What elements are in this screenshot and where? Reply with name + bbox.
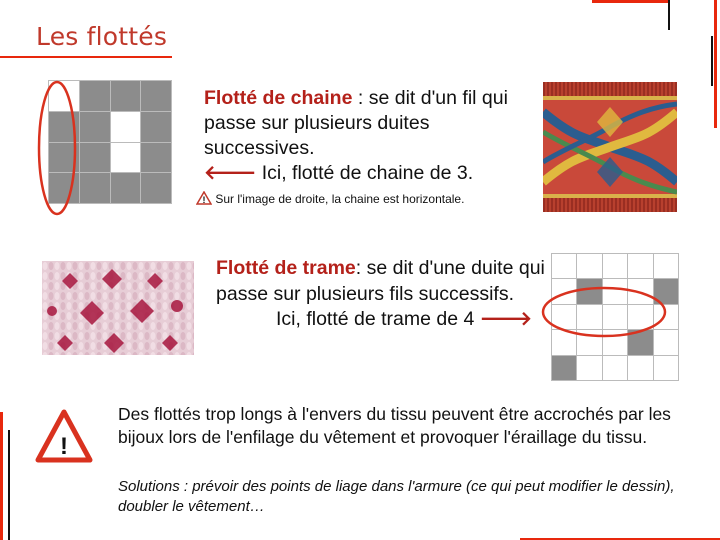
grid-cell — [111, 112, 141, 142]
weft-float-heading: Flotté de trame — [216, 257, 356, 279]
grid-cell — [577, 356, 601, 380]
grid-cell — [603, 356, 627, 380]
top-divider — [0, 56, 172, 58]
bottom-left-accent — [0, 412, 3, 540]
warp-float-heading: Flotté de chaine — [204, 87, 353, 109]
grid-cell — [628, 254, 652, 278]
warp-float-text: : se dit d'un fil qui passe sur plusieurs duites successives. — [204, 87, 508, 159]
weft-float-text: : se dit d'une duite qui passe sur plusieurs fils successifs. — [216, 257, 545, 305]
grid-cell — [654, 254, 678, 278]
grid-cell — [111, 143, 141, 173]
warp-float-example: Ici, flotté de chaine de 3. — [261, 162, 474, 184]
grid-cell — [141, 143, 171, 173]
grid-cell — [80, 143, 110, 173]
grid-cell — [552, 356, 576, 380]
grid-cell — [141, 173, 171, 203]
warning-small-icon — [196, 191, 212, 205]
grid-cell — [141, 112, 171, 142]
warning-icon-symbol: ! — [60, 433, 68, 460]
woven-band-image — [543, 82, 677, 212]
weft-float-highlight-ellipse — [540, 282, 670, 342]
warning-text: Des flottés trop longs à l'envers du tissu peuvent être accrochés par les bijoux lors de l'enfilage du vêtement et provoquer l'éraillage du tissu. — [118, 404, 671, 447]
svg-text:!: ! — [202, 195, 206, 205]
warning-icon — [34, 408, 94, 464]
slide-title: Les flottés — [36, 22, 168, 51]
grid-cell — [111, 173, 141, 203]
grid-cell — [141, 81, 171, 111]
warp-orientation-note-text: Sur l'image de droite, la chaine est horizontale. — [215, 192, 465, 206]
warp-orientation-note — [196, 191, 464, 206]
bottom-left-frame — [8, 430, 10, 540]
weft-float-example: Ici, flotté de trame de 4 — [276, 308, 475, 330]
grid-cell — [80, 173, 110, 203]
grid-cell — [577, 254, 601, 278]
warp-float-highlight-ellipse — [34, 78, 80, 218]
grid-cell — [552, 254, 576, 278]
grid-cell — [654, 356, 678, 380]
grid-cell — [603, 254, 627, 278]
fabric-weft-float-image — [42, 261, 194, 355]
right-frame-line-2 — [711, 36, 713, 86]
grid-cell — [111, 81, 141, 111]
grid-cell — [628, 356, 652, 380]
right-accent — [714, 0, 717, 128]
right-arrow-icon: 🡒 — [479, 308, 533, 330]
top-right-accent — [592, 0, 670, 3]
weft-float-definition — [216, 256, 546, 333]
solutions-text: Solutions : prévoir des points de liage dans l'armure (ce qui peut modifier le dessin), doubler le vêtement… — [118, 478, 675, 515]
grid-cell — [80, 112, 110, 142]
warp-float-definition — [204, 86, 534, 186]
grid-cell — [80, 81, 110, 111]
left-arrow-icon: 🡐 — [204, 162, 257, 184]
right-frame-line — [668, 0, 670, 30]
